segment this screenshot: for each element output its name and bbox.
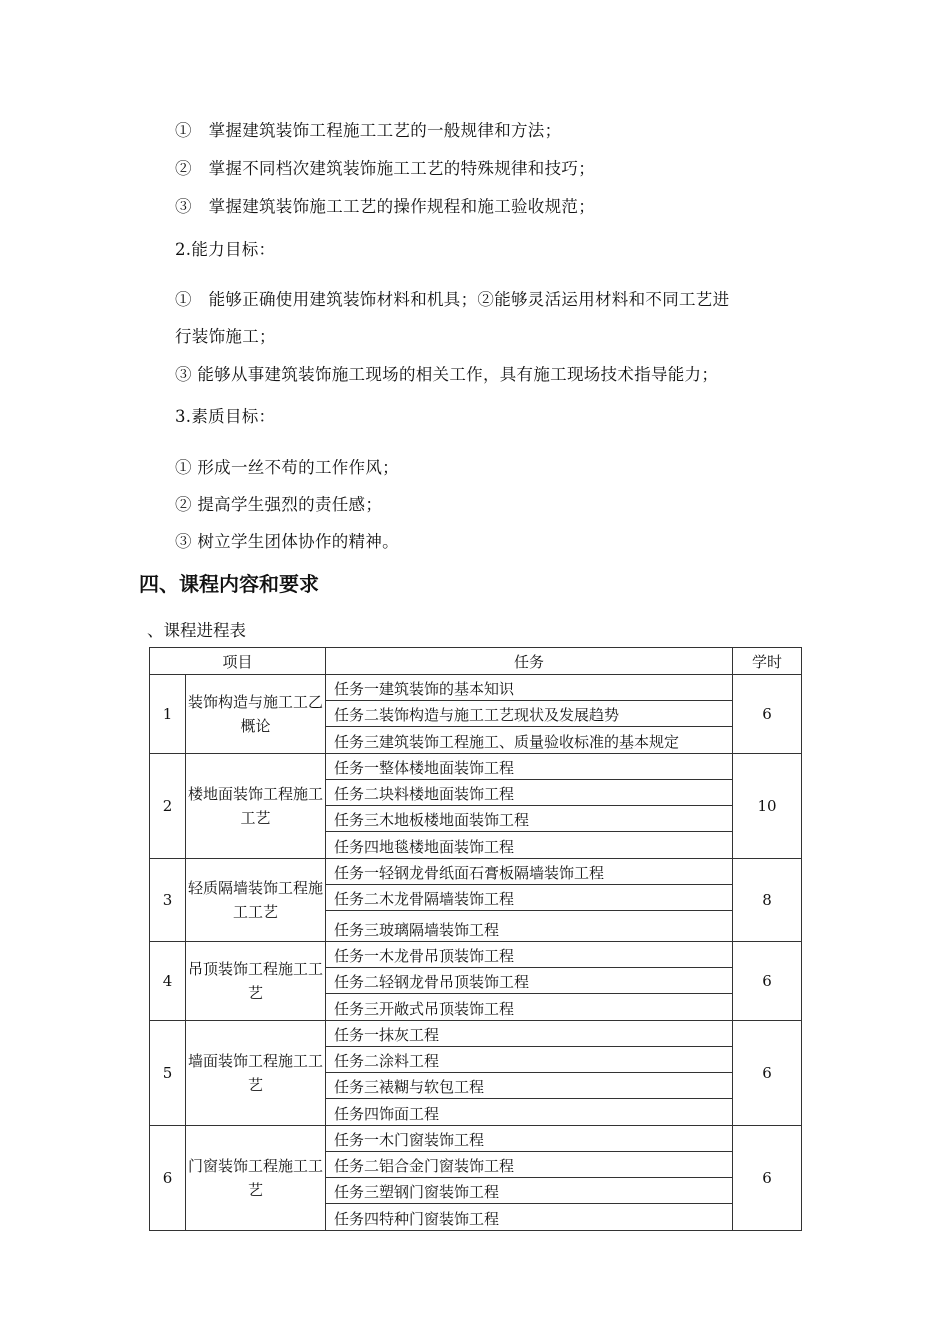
header-project: 项目 [150,648,326,675]
table-header-row [150,648,802,675]
task-item: 任务三裱糊与软包工程 [326,1073,732,1099]
hours-value: 6 [733,942,802,1021]
task-item: 任务三塑钢门窗装饰工程 [326,1178,732,1204]
task-item: 任务二块料楼地面装饰工程 [326,780,732,806]
hours-value: 6 [733,1126,802,1231]
task-list [326,1126,733,1231]
table-row [150,1021,802,1126]
ability-item-1: ① 能够正确使用建筑装饰材料和机具；②能够灵活运用材料和不同工艺进 [175,290,730,309]
task-item: 任务二轻钢龙骨吊顶装饰工程 [326,968,732,994]
task-list [326,942,733,1021]
knowledge-item-3: ③ 掌握建筑装饰施工工艺的操作规程和施工验收规范； [175,197,595,216]
task-item: 任务一整体楼地面装饰工程 [326,754,732,780]
hours-value: 6 [733,1021,802,1126]
row-number: 5 [150,1021,186,1126]
row-number: 4 [150,942,186,1021]
quality-item-1: ① 形成一丝不苟的工作作风； [175,458,399,477]
task-item: 任务一抹灰工程 [326,1021,732,1047]
table-row [150,859,802,942]
row-number: 1 [150,675,186,754]
knowledge-item-1: ① 掌握建筑装饰工程施工工艺的一般规律和方法； [175,121,562,140]
project-name: 楼地面装饰工程施工工艺 [186,754,326,859]
hours-value: 6 [733,675,802,754]
hours-value: 10 [733,754,802,859]
project-name: 墙面装饰工程施工工艺 [186,1021,326,1126]
task-item: 任务四特种门窗装饰工程 [334,1210,500,1228]
task-item: 任务二铝合金门窗装饰工程 [326,1152,732,1178]
row-number: 6 [150,1126,186,1231]
task-item: 任务二装饰构造与施工工艺现状及发展趋势 [326,701,732,727]
project-name: 轻质隔墙装饰工程施工工艺 [186,859,326,942]
quality-item-2: ② 提高学生强烈的责任感； [175,495,383,514]
project-name: 装饰构造与施工工乙概论 [186,675,326,754]
task-item: 任务一轻钢龙骨纸面石膏板隔墙装饰工程 [326,859,732,885]
row-number: 2 [150,754,186,859]
task-list [326,754,733,859]
task-item: 任务一木龙骨吊顶装饰工程 [326,942,732,968]
project-name: 吊顶装饰工程施工工艺 [186,942,326,1021]
task-item: 任务二木龙骨隔墙装饰工程 [326,885,732,911]
task-item: 任务一建筑装饰的基本知识 [326,675,732,701]
task-item: 任务三开敞式吊顶装饰工程 [334,1000,515,1018]
task-item: 任务二涂料工程 [326,1047,732,1073]
task-list [326,675,733,754]
course-schedule-table [149,647,802,1231]
task-item: 任务三玻璃隔墙装饰工程 [334,921,500,939]
ability-heading: 2.能力目标： [175,240,276,259]
table-row [150,942,802,1021]
quality-heading: 3.素质目标： [175,407,276,426]
task-item: 任务四饰面工程 [334,1105,440,1123]
table-row [150,675,802,754]
task-list [326,859,733,942]
quality-item-3: ③ 树立学生团体协作的精神。 [175,532,399,551]
table-caption: 、课程进程表 [147,621,246,640]
task-item: 任务四地毯楼地面装饰工程 [334,838,515,856]
task-item: 任务三木地板楼地面装饰工程 [326,806,732,832]
task-item: 任务三建筑装饰工程施工、质量验收标准的基本规定 [334,733,680,751]
task-list [326,1021,733,1126]
hours-value: 8 [733,859,802,942]
ability-item-1-cont: 行装饰施工； [175,327,276,346]
row-number: 3 [150,859,186,942]
header-task: 任务 [326,648,733,675]
project-name: 门窗装饰工程施工工艺 [186,1126,326,1231]
table-row [150,754,802,859]
knowledge-item-2: ② 掌握不同档次建筑装饰施工工艺的特殊规律和技巧； [175,159,595,178]
ability-item-2: ③ 能够从事建筑装饰施工现场的相关工作，具有施工现场技术指导能力； [175,365,719,384]
header-hours: 学时 [733,648,802,675]
table-row [150,1126,802,1231]
section-title: 四、课程内容和要求 [139,572,319,596]
task-item: 任务一木门窗装饰工程 [326,1126,732,1152]
